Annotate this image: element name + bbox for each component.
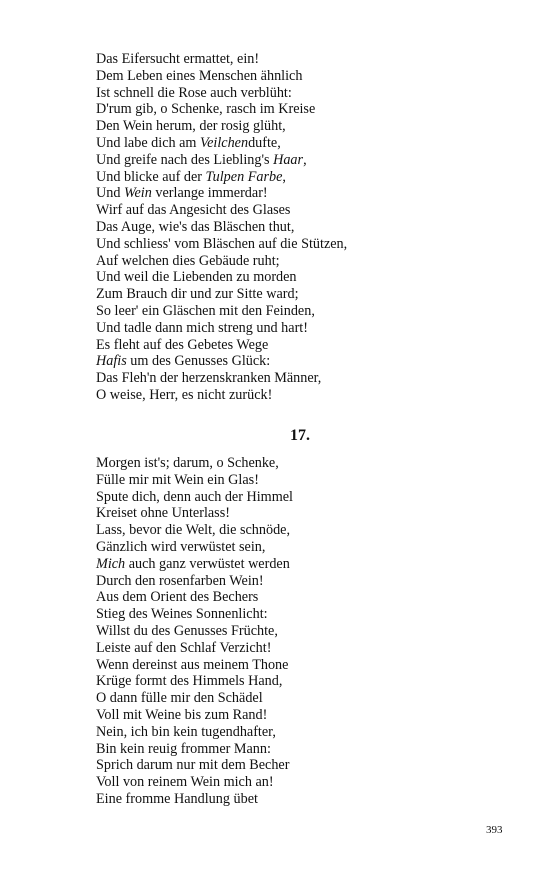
poem-line bbox=[96, 522, 496, 539]
poem-line bbox=[96, 505, 496, 522]
poem-line bbox=[96, 539, 496, 556]
line-text: Voll von reinem Wein mich an! bbox=[96, 774, 274, 791]
line-text: Voll mit Weine bis zum Rand! bbox=[96, 706, 268, 723]
line-text: Und schliess' vom Bläschen auf die Stützen, bbox=[96, 235, 348, 252]
poem-line bbox=[96, 219, 496, 236]
line-text: verlange immerdar! bbox=[151, 185, 268, 202]
poem-line bbox=[96, 370, 496, 387]
poem-line bbox=[96, 51, 496, 68]
line-text: Kreiset ohne Unterlass! bbox=[96, 505, 230, 522]
poem-line bbox=[96, 387, 496, 404]
line-text: Zum Brauch dir und zur Sitte ward; bbox=[96, 286, 299, 303]
line-text: dufte, bbox=[248, 134, 281, 151]
poem-line bbox=[96, 303, 496, 320]
emphasized-text: Haar bbox=[273, 151, 304, 168]
line-text: Das Fleh'n der herzenskranken Männer, bbox=[96, 370, 322, 387]
emphasized-text: Hafis bbox=[96, 353, 127, 370]
poem-line bbox=[96, 269, 496, 286]
poem-line bbox=[96, 640, 496, 657]
line-text: Fülle mir mit Wein ein Glas! bbox=[96, 471, 259, 488]
poem-line bbox=[96, 791, 496, 808]
poem-line bbox=[96, 68, 496, 85]
poem-line bbox=[96, 707, 496, 724]
line-text: Willst du des Genusses Früchte, bbox=[96, 622, 278, 639]
line-text: Krüge formt des Himmels Hand, bbox=[96, 673, 283, 690]
line-text: Und weil die Liebenden zu morden bbox=[96, 269, 297, 286]
poem-line bbox=[96, 489, 496, 506]
line-text: Nein, ich bin kein tugendhafter, bbox=[96, 723, 276, 740]
line-text: Lass, bevor die Welt, die schnöde, bbox=[96, 522, 291, 539]
poem-line bbox=[96, 286, 496, 303]
emphasized-text: Veilchen bbox=[200, 134, 249, 151]
poem-line bbox=[96, 757, 496, 774]
poem-line bbox=[96, 606, 496, 623]
line-text: Durch den rosenfarben Wein! bbox=[96, 572, 264, 589]
poem-line bbox=[96, 573, 496, 590]
poem-line bbox=[96, 353, 496, 370]
poem-continuation-stanza bbox=[96, 51, 496, 404]
line-text: Ist schnell die Rose auch verblüht: bbox=[96, 84, 292, 101]
line-text: Wirf auf das Angesicht des Glases bbox=[96, 202, 291, 219]
line-text: Und tadle dann mich streng und hart! bbox=[96, 319, 308, 336]
poem-line bbox=[96, 118, 496, 135]
line-text: Es fleht auf des Gebetes Wege bbox=[96, 336, 269, 353]
poem-number-heading: 17. bbox=[290, 427, 310, 444]
line-text: Morgen ist's; darum, o Schenke, bbox=[96, 455, 279, 471]
line-text: O dann fülle mir den Schädel bbox=[96, 690, 263, 707]
poem-line bbox=[96, 774, 496, 791]
poem-line bbox=[96, 623, 496, 640]
poem-line bbox=[96, 673, 496, 690]
poem-17-stanza bbox=[96, 455, 496, 808]
line-text: Das Eifersucht ermattet, ein! bbox=[96, 51, 260, 67]
line-text: Bin kein reuig frommer Mann: bbox=[96, 740, 271, 757]
poem-line bbox=[96, 320, 496, 337]
line-text: Spute dich, denn auch der Himmel bbox=[96, 488, 293, 505]
poem-line bbox=[96, 135, 496, 152]
poem-line bbox=[96, 556, 496, 573]
poem-line bbox=[96, 724, 496, 741]
poem-line bbox=[96, 185, 496, 202]
line-text: Das Auge, wie's das Bläschen thut, bbox=[96, 218, 295, 235]
poem-line bbox=[96, 253, 496, 270]
line-text: Und bbox=[96, 185, 124, 202]
line-text: Dem Leben eines Menschen ähnlich bbox=[96, 67, 303, 84]
line-text: Aus dem Orient des Bechers bbox=[96, 589, 259, 606]
poem-line bbox=[96, 455, 496, 472]
poem-line bbox=[96, 472, 496, 489]
line-text: Auf welchen dies Gebäude ruht; bbox=[96, 252, 280, 269]
poem-line bbox=[96, 337, 496, 354]
poem-line bbox=[96, 85, 496, 102]
line-text: Den Wein herum, der rosig glüht, bbox=[96, 118, 286, 135]
line-text: um des Genusses Glück: bbox=[126, 353, 271, 370]
page-number: 393 bbox=[486, 824, 503, 836]
poem-line bbox=[96, 152, 496, 169]
poem-line bbox=[96, 169, 496, 186]
emphasized-text: Tulpen Farbe bbox=[205, 168, 283, 185]
line-text: Gänzlich wird verwüstet sein, bbox=[96, 538, 266, 555]
poem-line bbox=[96, 741, 496, 758]
line-text: Sprich darum nur mit dem Becher bbox=[96, 757, 290, 774]
line-text: Und greife nach des Liebling's bbox=[96, 151, 274, 168]
emphasized-text: Mich bbox=[96, 555, 126, 572]
line-text: So leer' ein Gläschen mit den Feinden, bbox=[96, 302, 315, 319]
line-text: Und labe dich am bbox=[96, 134, 201, 151]
poem-line bbox=[96, 101, 496, 118]
line-text: O weise, Herr, es nicht zurück! bbox=[96, 386, 273, 403]
poem-line bbox=[96, 690, 496, 707]
line-text: , bbox=[282, 168, 286, 185]
line-text: Eine fromme Handlung übet bbox=[96, 790, 258, 807]
poem-line bbox=[96, 657, 496, 674]
line-text: Stieg des Weines Sonnenlicht: bbox=[96, 606, 268, 623]
line-text: auch ganz verwüstet werden bbox=[125, 555, 290, 572]
poem-line bbox=[96, 202, 496, 219]
line-text: Wenn dereinst aus meinem Thone bbox=[96, 656, 289, 673]
emphasized-text: Wein bbox=[123, 185, 152, 202]
line-text: Und blicke auf der bbox=[96, 168, 206, 185]
line-text: Leiste auf den Schlaf Verzicht! bbox=[96, 639, 272, 656]
line-text: D'rum gib, o Schenke, rasch im Kreise bbox=[96, 101, 316, 118]
poem-line bbox=[96, 589, 496, 606]
line-text: , bbox=[303, 151, 307, 168]
poem-line bbox=[96, 236, 496, 253]
